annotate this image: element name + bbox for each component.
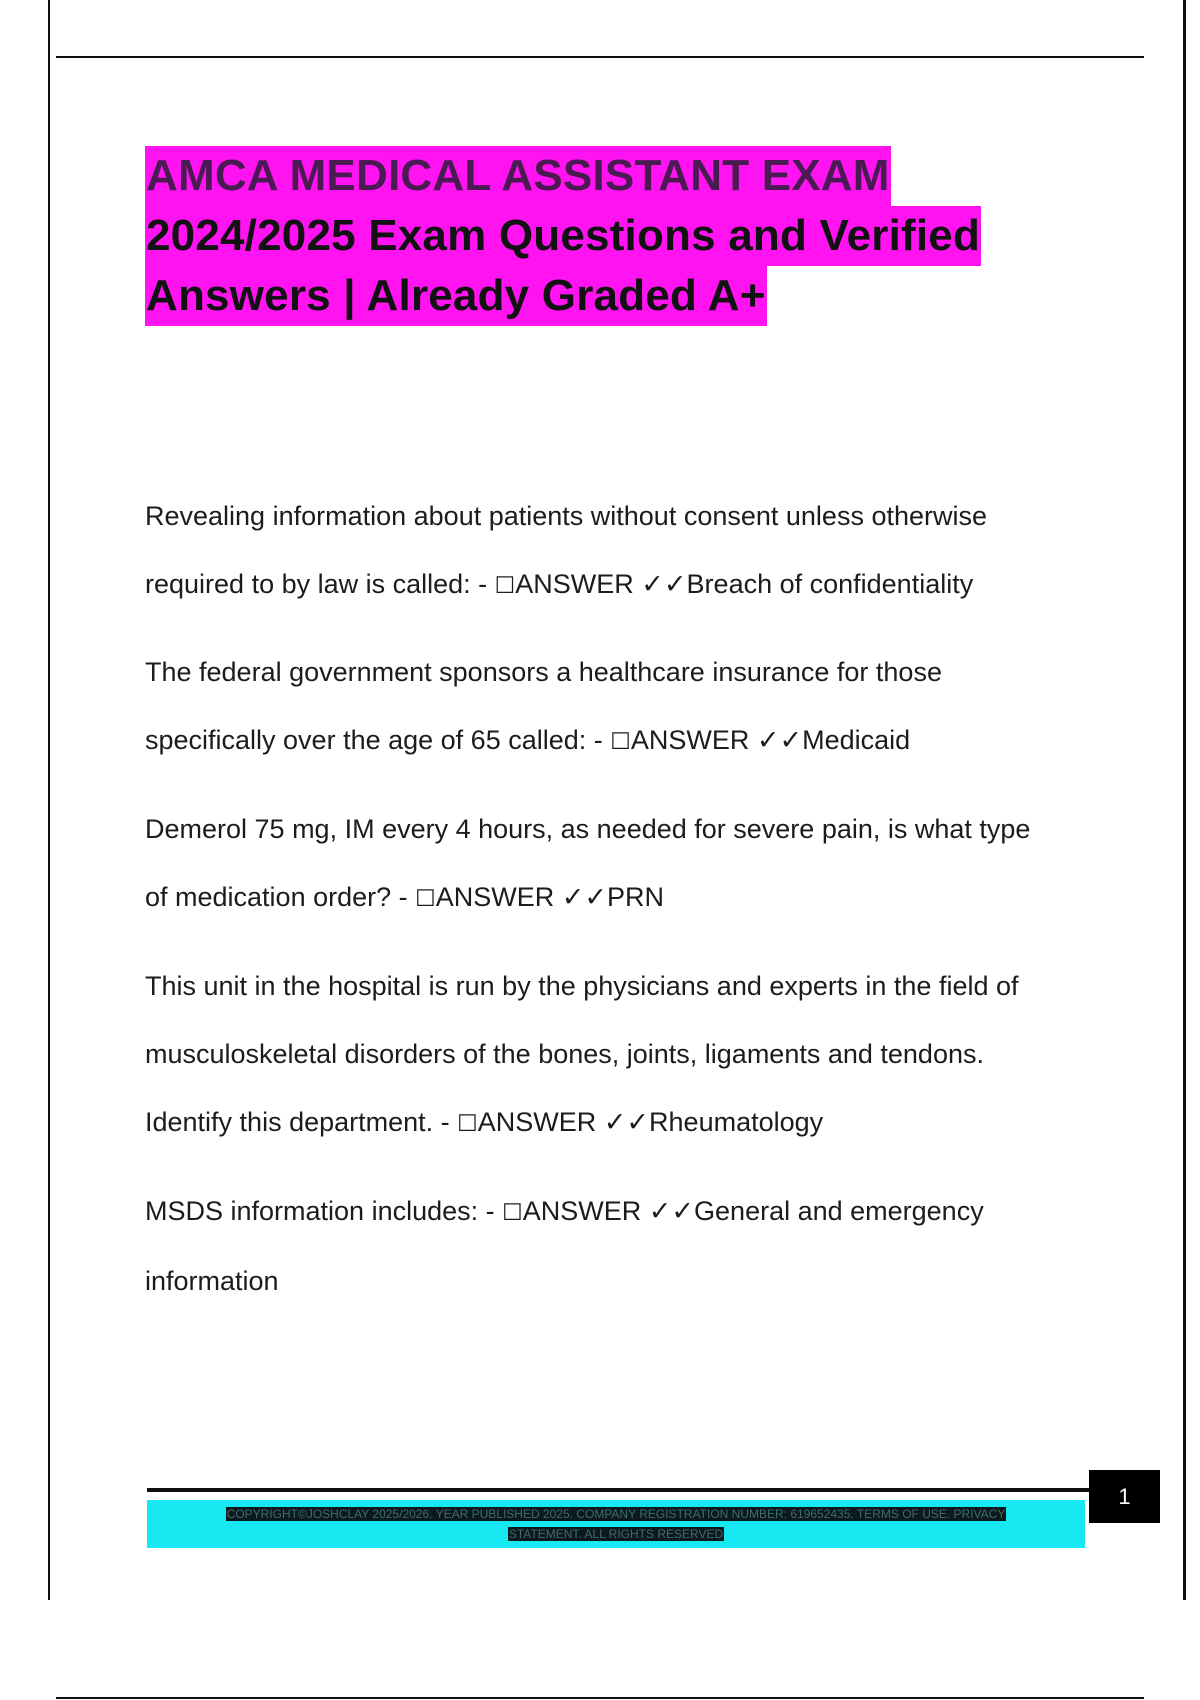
missing-glyph-icon: ☐ [457,1111,478,1137]
missing-glyph-icon: ☐ [502,1200,523,1226]
question-text: Identify this department. - [145,1107,458,1137]
question-text: of medication order? - [145,882,416,912]
footer-rule [147,1488,1089,1492]
missing-glyph-icon: ☐ [610,729,631,755]
title-line: Answers | Already Graded A+ [145,266,767,326]
question-answer-line [145,863,1105,933]
question-answer-line [145,706,1105,776]
answer-text: PRN [607,882,665,912]
document-title [145,146,1105,326]
answer-text: Rheumatology [649,1107,824,1137]
question-line: The federal government sponsors a healthcare insurance for those [145,657,942,687]
answer-text: General and emergency [694,1196,984,1226]
answer-text: Medicaid [802,725,911,755]
question-line: musculoskeletal disorders of the bones, joints, ligaments and tendons. [145,1039,984,1069]
answer-label: ANSWER [630,725,757,755]
title-line: 2024/2025 Exam Questions and Verified [145,206,981,266]
answer-label: ANSWER [477,1107,604,1137]
question-line: Revealing information about patients without consent unless otherwise [145,501,987,531]
checkmark-icon: ✓✓ [648,1196,695,1226]
answer-label: ANSWER [515,569,642,599]
title-line: AMCA MEDICAL ASSISTANT EXAM [145,146,891,206]
answer-text: Breach of confidentiality [686,569,974,599]
header-rule [56,56,1144,58]
qa-item [145,1177,1105,1315]
qa-item [145,482,1105,620]
page-border-left [48,0,50,1600]
question-line: This unit in the hospital is run by the physicians and experts in the field of [145,971,1019,1001]
checkmark-icon: ✓✓ [561,882,608,912]
copyright-line: STATEMENT. ALL RIGHTS RESERVED [508,1527,724,1541]
question-line: Demerol 75 mg, IM every 4 hours, as needed for severe pain, is what type [145,814,1031,844]
copyright-notice [147,1500,1085,1548]
missing-glyph-icon: ☐ [415,886,436,912]
next-page-rule [56,1697,1144,1699]
question-answer-line [145,550,1105,620]
answer-continuation: information [145,1266,279,1296]
question-answer-line [145,1088,1105,1158]
checkmark-icon: ✓✓ [641,569,687,599]
page-number: 1 [1089,1470,1160,1523]
question-answer-line [145,1177,1105,1247]
checkmark-icon: ✓✓ [756,725,803,755]
qa-item [145,638,1105,776]
question-text: specifically over the age of 65 called: - [145,725,611,755]
qa-item [145,952,1105,1158]
answer-label: ANSWER [435,882,562,912]
page-border-right [1183,0,1186,1600]
answer-label: ANSWER [522,1196,649,1226]
checkmark-icon: ✓✓ [603,1107,650,1137]
missing-glyph-icon: ☐ [494,573,516,599]
question-text: MSDS information includes: - [145,1196,503,1226]
copyright-line: COPYRIGHT©JOSHCLAY 2025/2026. YEAR PUBLISHED 2025. COMPANY REGISTRATION NUMBER: 619652435. TERMS OF USE. PRIVACY [226,1507,1006,1521]
question-text: required to by law is called: - [145,569,495,599]
qa-item [145,795,1105,933]
